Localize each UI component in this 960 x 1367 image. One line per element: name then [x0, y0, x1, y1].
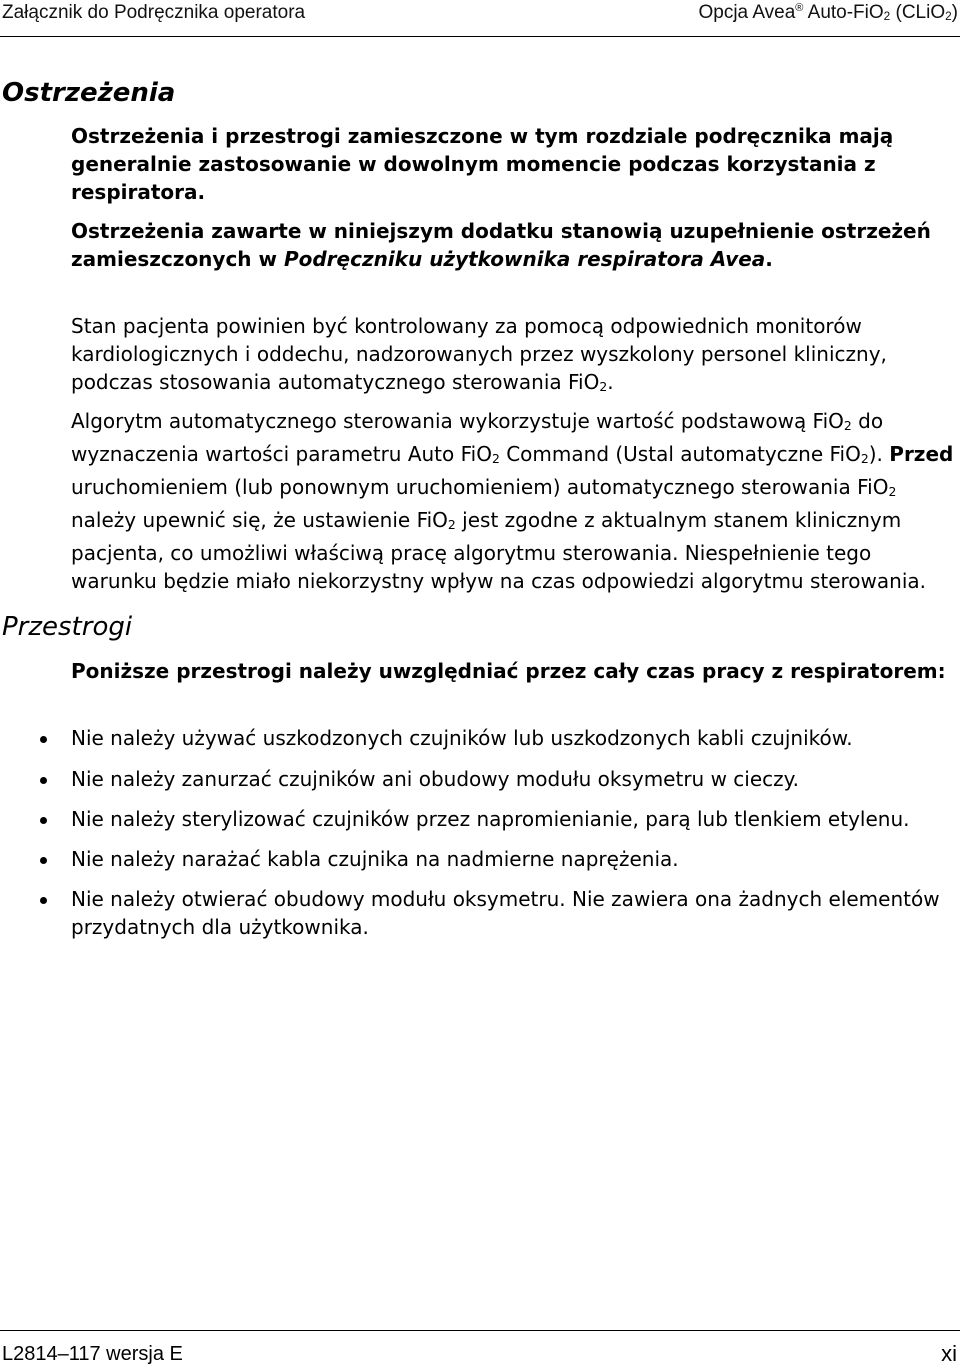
header-abbrev-subscript: 2: [945, 10, 952, 23]
list-item: [0, 805, 959, 833]
p4-text-e: uruchomieniem (lub ponownym uruchomieniem) automatycznego sterowania FiO: [71, 475, 889, 499]
p4-text-b: do wyznaczenia wartości parametru Auto FiO: [71, 409, 884, 466]
header-product-name: Auto-FiO: [807, 2, 884, 23]
page-number: xi: [941, 1341, 957, 1366]
p4-subscript-1: 2: [843, 418, 852, 433]
page-footer: [0, 1330, 960, 1366]
page-header: [0, 0, 960, 37]
list-item-text: Nie należy używać uszkodzonych czujników lub uszkodzonych kabli czujników.: [71, 726, 853, 750]
p2-end: .: [765, 247, 773, 271]
bullet-icon: [40, 857, 47, 864]
warnings-paragraph-4: [71, 407, 959, 595]
p4-subscript-2: 2: [491, 451, 500, 466]
warnings-paragraph-2: [71, 217, 959, 273]
p3-end: .: [607, 370, 614, 394]
bullet-icon: [40, 777, 47, 784]
header-abbrev-close: ): [951, 2, 958, 23]
list-item-text: Nie należy zanurzać czujników ani obudowy modułu oksymetru w cieczy.: [71, 767, 799, 791]
p4-subscript-4: 2: [888, 484, 897, 499]
p4-text-g: jest zgodne z aktualnym stanem klinicznym pacjenta, co umożliwi właściwą pracę algorytmu sterowania. Niespełnienie tego warunku będzie miało niekorzystny wpływ na czas odpowiedzi algorytmu sterowania.: [71, 508, 926, 593]
header-product-abbrev: (CLiO: [895, 2, 946, 23]
p4-subscript-5: 2: [447, 517, 456, 532]
p4-text-d: ).: [868, 442, 890, 466]
p4-emphasis: Przed: [889, 442, 954, 466]
cautions-intro: Poniższe przestrogi należy uwzględniać przez cały czas pracy z respiratorem:: [71, 659, 946, 683]
list-item-text: Nie należy otwierać obudowy modułu oksymetru. Nie zawiera ona żadnych elementów przydatnych dla użytkownika.: [71, 887, 940, 939]
header-product-title: [698, 2, 958, 24]
p4-subscript-3: 2: [860, 451, 869, 466]
cautions-heading: Przestrogi: [2, 612, 133, 642]
list-item-text: Nie należy sterylizować czujników przez napromienianie, parą lub tlenkiem etylenu.: [71, 807, 910, 831]
list-item: [0, 885, 959, 941]
p4-text-f: należy upewnić się, że ustawienie FiO: [71, 508, 448, 532]
list-item: [0, 724, 959, 752]
p4-text-a: Algorytm automatycznego sterowania wykorzystuje wartość podstawową FiO: [71, 409, 844, 433]
bullet-icon: [40, 817, 47, 824]
warnings-heading: Ostrzeżenia: [2, 78, 176, 108]
p3-text: Stan pacjenta powinien być kontrolowany za pomocą odpowiednich monitorów kardiologicznych i oddechu, nadzorowanych przez wyszkolony personel kliniczny, podczas stosowania automatycznego sterowania FiO: [71, 314, 887, 394]
header-product-subscript: 2: [883, 10, 891, 23]
header-document-title: Załącznik do Podręcznika operatora: [2, 2, 306, 23]
p3-subscript: 2: [599, 379, 608, 394]
cautions-list: [0, 724, 960, 941]
list-item: [0, 845, 959, 873]
header-option-label: Opcja Avea: [698, 2, 796, 23]
warnings-paragraph-1: Ostrzeżenia i przestrogi zamieszczone w tym rozdziale podręcznika mają generalnie zastosowanie w dowolnym momencie podczas korzystania z respiratora.: [71, 124, 894, 204]
registered-mark: ®: [795, 2, 804, 14]
user-manual-reference: Podręczniku użytkownika respiratora Avea: [283, 247, 766, 271]
list-item: [0, 765, 959, 793]
warnings-paragraph-3: [71, 312, 959, 401]
list-item-text: Nie należy narażać kabla czujnika na nadmierne naprężenia.: [71, 847, 679, 871]
bullet-icon: [40, 897, 47, 904]
p4-text-c: Command (Ustal automatyczne FiO: [499, 442, 861, 466]
document-version: L2814–117 wersja E: [2, 1343, 183, 1365]
bullet-icon: [40, 736, 47, 743]
p2-text: Ostrzeżenia zawarte w niniejszym dodatku stanowią uzupełnienie ostrzeżeń zamieszczonych w: [71, 219, 931, 271]
